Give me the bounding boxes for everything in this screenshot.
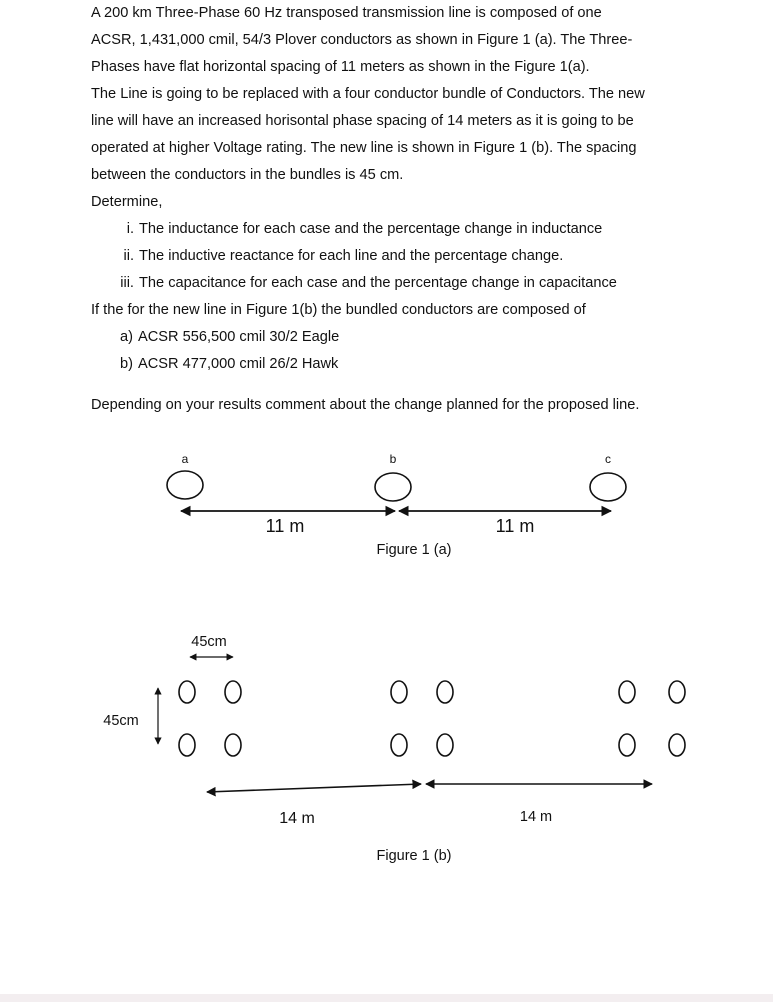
spacing-label-ab: 14 m (279, 810, 315, 827)
list-item-text: ACSR 556,500 cmil 30/2 Eagle (138, 329, 340, 345)
phase-label-b: b (389, 452, 397, 466)
conductor-a (167, 471, 203, 499)
list-marker: b) (120, 356, 133, 372)
figure-1a (167, 452, 626, 558)
conductor-c (590, 473, 626, 501)
phase-label-a: a (181, 452, 189, 466)
list-marker: iii. (120, 275, 134, 291)
condition-text: If the for the new line in Figure 1(b) the bundled conductors are composed of (91, 302, 586, 318)
figure-1b-caption: Figure 1 (b) (376, 848, 452, 864)
intro-line: operated at higher Voltage rating. The new line is shown in Figure 1 (b). The spacing (91, 140, 637, 156)
bundle-vertical-label: 45cm (103, 713, 139, 729)
spacing-label-ab: 11 m (265, 516, 305, 536)
intro-line: The Line is going to be replaced with a four conductor bundle of Conductors. The new (91, 86, 645, 102)
conductor-b (375, 473, 411, 501)
intro-line: A 200 km Three-Phase 60 Hz transposed transmission line is composed of one (91, 5, 602, 21)
subconductor (179, 734, 195, 756)
subconductor (619, 681, 635, 703)
spacing-label-bc: 11 m (495, 516, 535, 536)
closing-text: Depending on your results comment about the change planned for the proposed line. (91, 397, 640, 413)
spacing-arrow-ab (207, 784, 421, 792)
list-item-text: The inductance for each case and the percentage change in inductance (139, 221, 603, 237)
list-item-text: The inductive reactance for each line and the percentage change. (139, 248, 564, 264)
subconductor (391, 681, 407, 703)
subconductor (225, 681, 241, 703)
subconductor (437, 734, 453, 756)
list-item-text: The capacitance for each case and the percentage change in capacitance (139, 275, 617, 291)
intro-line: line will have an increased horisontal phase spacing of 14 meters as it is going to be (91, 113, 634, 129)
intro-line: ACSR, 1,431,000 cmil, 54/3 Plover conductors as shown in Figure 1 (a). The Three- (91, 32, 633, 48)
bundle-b (391, 681, 453, 756)
figure-1a-caption: Figure 1 (a) (376, 542, 452, 558)
bundle-c (619, 681, 685, 756)
phase-label-c: c (605, 452, 611, 466)
intro-line: between the conductors in the bundles is 45 cm. (91, 167, 404, 183)
subconductor (669, 681, 685, 703)
list-marker: a) (120, 329, 133, 345)
determine-heading: Determine, (91, 194, 163, 210)
intro-line: Phases have flat horizontal spacing of 11 meters as shown in the Figure 1(a). (91, 59, 590, 75)
bundle-a (179, 681, 241, 756)
list-marker: i. (126, 221, 134, 237)
subconductor (619, 734, 635, 756)
subconductor (179, 681, 195, 703)
figure-1b (103, 634, 685, 864)
spacing-label-bc: 14 m (519, 809, 553, 825)
subconductor (437, 681, 453, 703)
subconductor (669, 734, 685, 756)
subconductor (225, 734, 241, 756)
subconductor (391, 734, 407, 756)
bundle-horizontal-label: 45cm (191, 634, 227, 650)
page-bottom-edge (0, 994, 773, 1002)
list-item-text: ACSR 477,000 cmil 26/2 Hawk (138, 356, 339, 372)
list-marker: ii. (123, 248, 134, 264)
